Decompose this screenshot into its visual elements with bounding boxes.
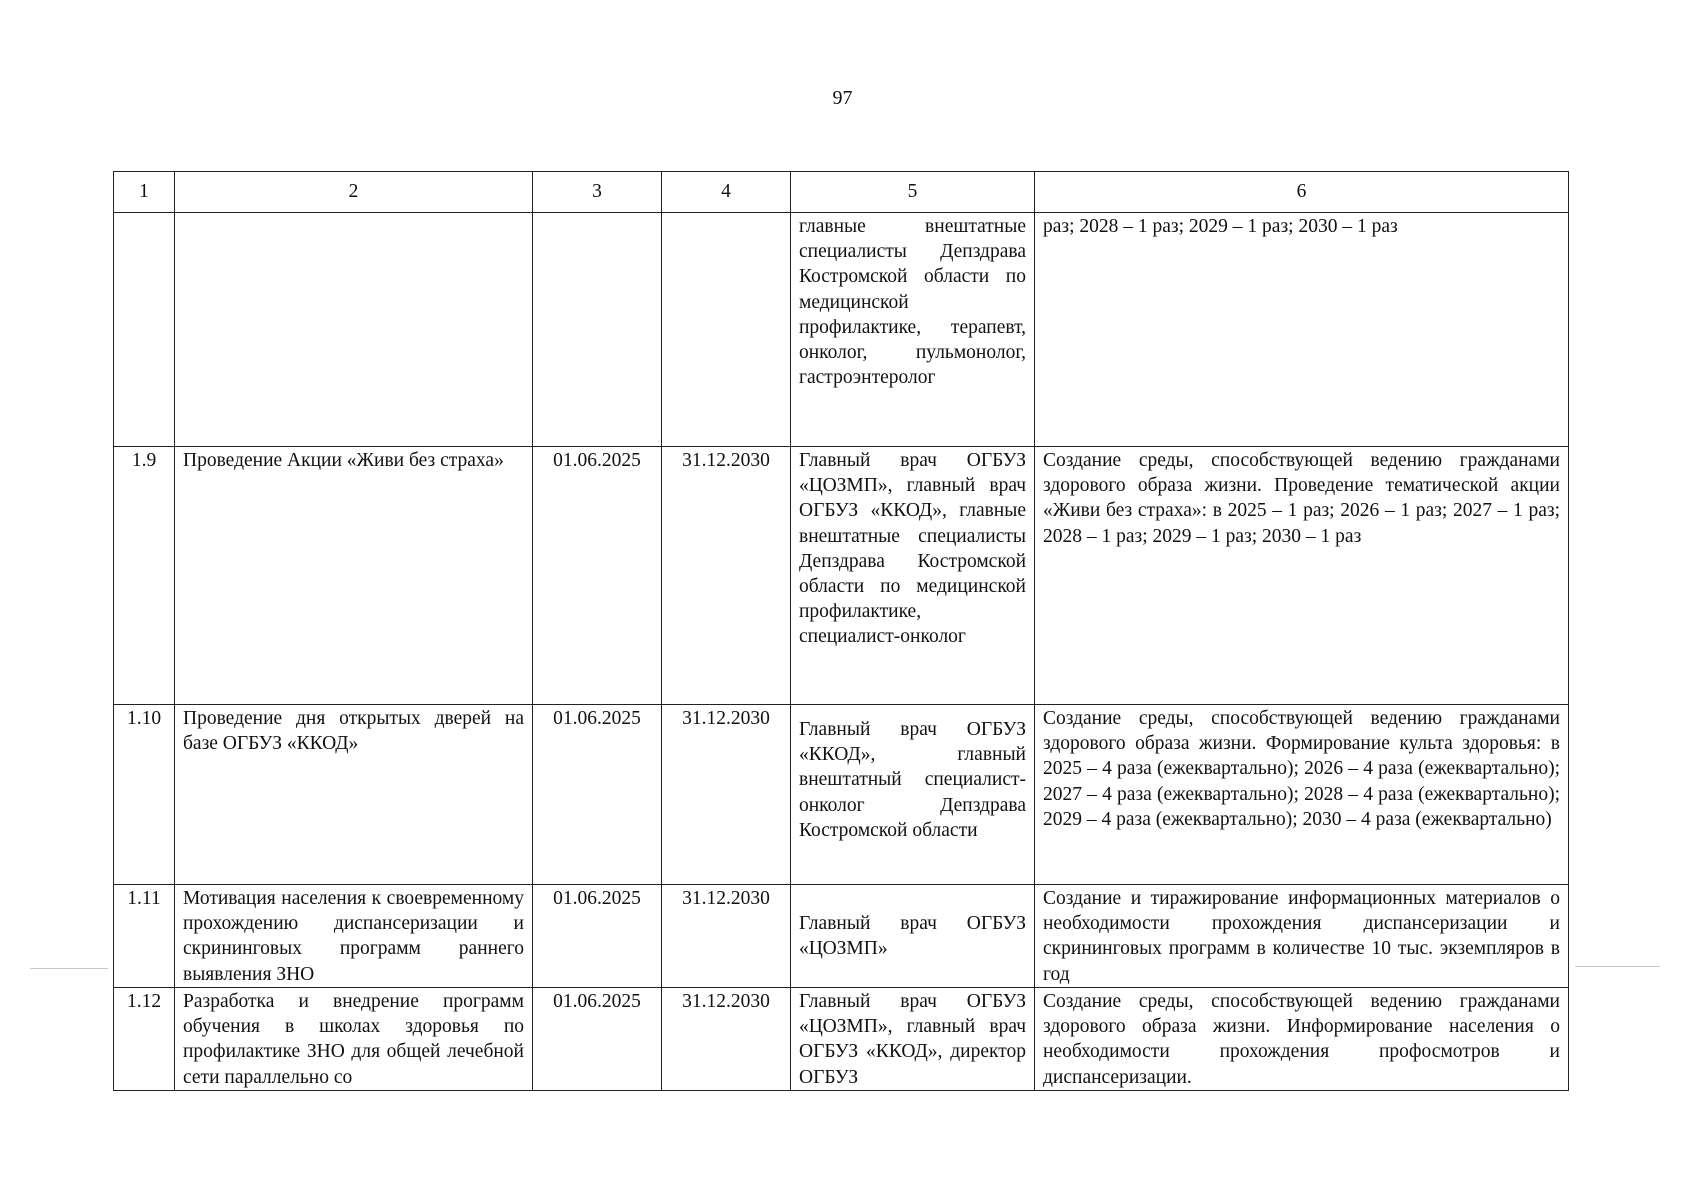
end-date-cell: 31.12.2030 (662, 988, 791, 1091)
table-header-row (114, 172, 1569, 213)
end-date-cell: 31.12.2030 (662, 885, 791, 988)
row-number: 1.9 (114, 447, 175, 705)
activities-table (113, 171, 1569, 1091)
start-date-cell: 01.06.2025 (533, 988, 662, 1091)
result-cell: раз; 2028 – 1 раз; 2029 – 1 раз; 2030 – 1 раз (1035, 213, 1569, 447)
table-row (114, 213, 1569, 447)
column-header: 6 (1035, 172, 1569, 213)
start-date-cell: 01.06.2025 (533, 885, 662, 988)
start-date-cell (533, 213, 662, 447)
column-header: 5 (791, 172, 1035, 213)
table-row (114, 705, 1569, 885)
table-row (114, 885, 1569, 988)
activity-cell: Мотивация населения к своевременному прохождению диспансеризации и скрининговых программ раннего выявления ЗНО (175, 885, 533, 988)
row-number: 1.10 (114, 705, 175, 885)
column-header: 1 (114, 172, 175, 213)
end-date-cell (662, 213, 791, 447)
result-cell: Создание среды, способствующей ведению гражданами здорового образа жизни. Проведение тематической акции «Живи без страха»: в 2025 – 1 раз; 2026 – 1 раз; 2027 – 1 раз; 2028 – 1 раз; 2029 – 1 раз; 2030 – 1 раз (1035, 447, 1569, 705)
responsible-cell: Главный врач ОГБУЗ «ЦОЗМП», главный врач ОГБУЗ «ККОД», директор ОГБУЗ (791, 988, 1035, 1091)
activity-cell (175, 213, 533, 447)
activity-cell: Разработка и внедрение программ обучения в школах здоровья по профилактике ЗНО для общей лечебной сети параллельно со (175, 988, 533, 1091)
activity-cell: Проведение Акции «Живи без страха» (175, 447, 533, 705)
responsible-cell: Главный врач ОГБУЗ «ЦОЗМП», главный врач ОГБУЗ «ККОД», главные внештатные специалисты Депздрава Костромской области по медицинской профилактике, специалист-онколог (791, 447, 1035, 705)
start-date-cell: 01.06.2025 (533, 447, 662, 705)
result-cell: Создание и тиражирование информационных материалов о необходимости прохождения диспансеризации и скрининговых программ в количестве 10 тыс. экземпляров в год (1035, 885, 1569, 988)
page-number: 97 (832, 87, 853, 109)
table-row (114, 447, 1569, 705)
activity-cell: Проведение дня открытых дверей на базе ОГБУЗ «ККОД» (175, 705, 533, 885)
result-cell: Создание среды, способствующей ведению гражданами здорового образа жизни. Формирование культа здоровья: в 2025 – 4 раза (ежеквартально); 2026 – 4 раза (ежеквартально); 2027 – 4 раза (ежеквартально); 2028 – 4 раза (ежеквартально); 2029 – 4 раза (ежеквартально); 2030 – 4 раза (ежеквартально) (1035, 705, 1569, 885)
start-date-cell: 01.06.2025 (533, 705, 662, 885)
table-row (114, 988, 1569, 1091)
column-header: 3 (533, 172, 662, 213)
column-header: 2 (175, 172, 533, 213)
scan-artifact-right (1575, 966, 1660, 967)
row-number (114, 213, 175, 447)
end-date-cell: 31.12.2030 (662, 447, 791, 705)
result-cell: Создание среды, способствующей ведению гражданами здорового образа жизни. Информирование населения о необходимости прохождения профосмотров и диспансеризации. (1035, 988, 1569, 1091)
responsible-cell: Главный врач ОГБУЗ «ЦОЗМП» (791, 885, 1035, 988)
responsible-cell: главные внештатные специалисты Депздрава Костромской области по медицинской профилактике, терапевт, онколог, пульмонолог, гастроэнтеролог (791, 213, 1035, 447)
row-number: 1.12 (114, 988, 175, 1091)
responsible-cell: Главный врач ОГБУЗ «ККОД», главный внештатный специалист-онколог Депздрава Костромской области (791, 705, 1035, 885)
row-number: 1.11 (114, 885, 175, 988)
end-date-cell: 31.12.2030 (662, 705, 791, 885)
column-header: 4 (662, 172, 791, 213)
scan-artifact-left (30, 968, 108, 969)
